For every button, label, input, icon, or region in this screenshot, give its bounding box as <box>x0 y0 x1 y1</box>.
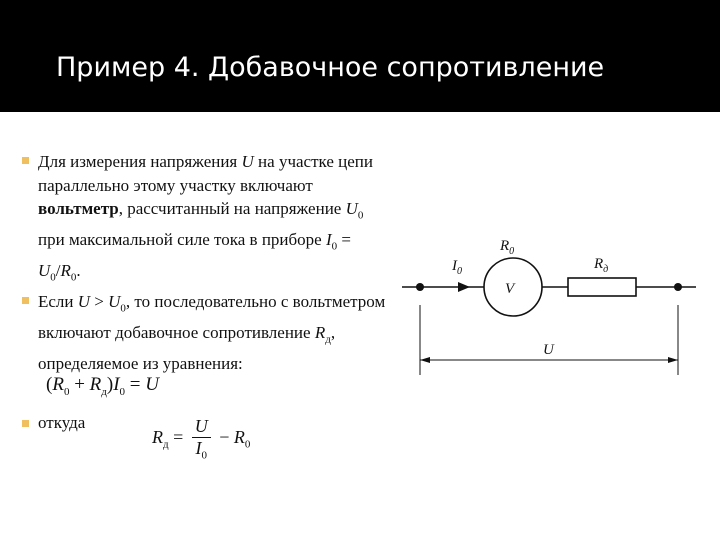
label-V: V <box>505 281 515 297</box>
subscript: д <box>101 385 107 398</box>
bold-term-voltmeter: вольтметр <box>38 199 119 219</box>
bullet-item-3 <box>22 413 85 433</box>
symbol-Rd: R <box>89 374 102 395</box>
equation-1 <box>46 374 159 398</box>
equation-2 <box>152 416 250 462</box>
subscript: 0 <box>63 385 70 398</box>
subscript: 0 <box>357 209 364 222</box>
equals-sign: = <box>125 374 146 395</box>
symbol-R0: R <box>233 426 245 447</box>
symbol-Rd: R <box>314 323 326 343</box>
symbol-U: U <box>77 292 91 312</box>
text: Для измерения напряжения <box>38 152 242 171</box>
node-right-icon <box>674 283 682 291</box>
subscript: 0 <box>120 302 126 315</box>
subscript: 0 <box>331 240 338 253</box>
text: > <box>90 292 109 312</box>
symbol-U0: U <box>38 261 51 281</box>
plus-sign: + <box>69 374 90 395</box>
subscript: 0 <box>119 385 126 398</box>
text: откуда <box>38 413 86 432</box>
symbol-U: U <box>241 152 254 171</box>
symbol-I0: I <box>113 374 120 395</box>
text: Если <box>38 292 78 312</box>
symbol-Rd: R <box>152 426 163 447</box>
symbol-I0: I <box>195 438 202 458</box>
equals-sign: = <box>168 426 188 447</box>
subscript: д <box>163 438 169 451</box>
subscript: д <box>325 333 331 346</box>
minus-sign: − <box>214 426 234 447</box>
text: на участке цепи параллельно этому участку включают <box>38 152 373 195</box>
paren: ( <box>46 374 53 395</box>
text: , рассчитанный на напряжение <box>118 199 346 219</box>
text: . <box>76 261 81 281</box>
measure-arrow-right-icon <box>668 357 678 363</box>
numerator: U <box>192 416 211 438</box>
label-I0: $I_0$ <box>452 258 462 277</box>
symbol-I0: I <box>325 230 332 250</box>
subscript: 0 <box>50 271 56 284</box>
bullet-square-icon <box>22 297 29 304</box>
resistor-icon <box>568 278 636 296</box>
current-arrow-icon <box>458 282 470 292</box>
subscript: 0 <box>201 449 208 462</box>
bullet-square-icon <box>22 420 29 427</box>
bullet-item-2 <box>22 290 392 376</box>
paren: ) <box>106 374 114 395</box>
text: при максимальной силе тока в приборе <box>38 230 326 250</box>
bullet-item-1 <box>22 150 392 290</box>
slide-title: Пример 4. Добавочное сопротивление <box>56 52 605 83</box>
text: , определяемое из уравнения: <box>38 323 336 374</box>
symbol-R0: R <box>52 374 64 395</box>
fraction <box>192 416 211 462</box>
subscript: 0 <box>70 271 77 284</box>
symbol-U0: U <box>345 199 358 219</box>
bullet-square-icon <box>22 157 29 164</box>
symbol-U: U <box>145 374 159 395</box>
symbol-U0: U <box>108 292 121 312</box>
circuit-diagram <box>400 230 700 390</box>
subscript: 0 <box>244 438 251 451</box>
text: / <box>55 261 61 281</box>
label-R0: $R_0$ <box>500 238 515 257</box>
bullet-list <box>22 150 392 376</box>
text: , то последовательно с вольтметром включают добавочное сопротивление <box>38 292 386 343</box>
denominator <box>192 438 211 462</box>
node-left-icon <box>416 283 424 291</box>
label-Rd: $R_д$ <box>594 256 609 275</box>
measure-arrow-left-icon <box>420 357 430 363</box>
text: = <box>337 230 351 250</box>
label-U: U <box>543 342 554 358</box>
title-bar <box>0 0 720 112</box>
symbol-R0: R <box>60 261 71 281</box>
